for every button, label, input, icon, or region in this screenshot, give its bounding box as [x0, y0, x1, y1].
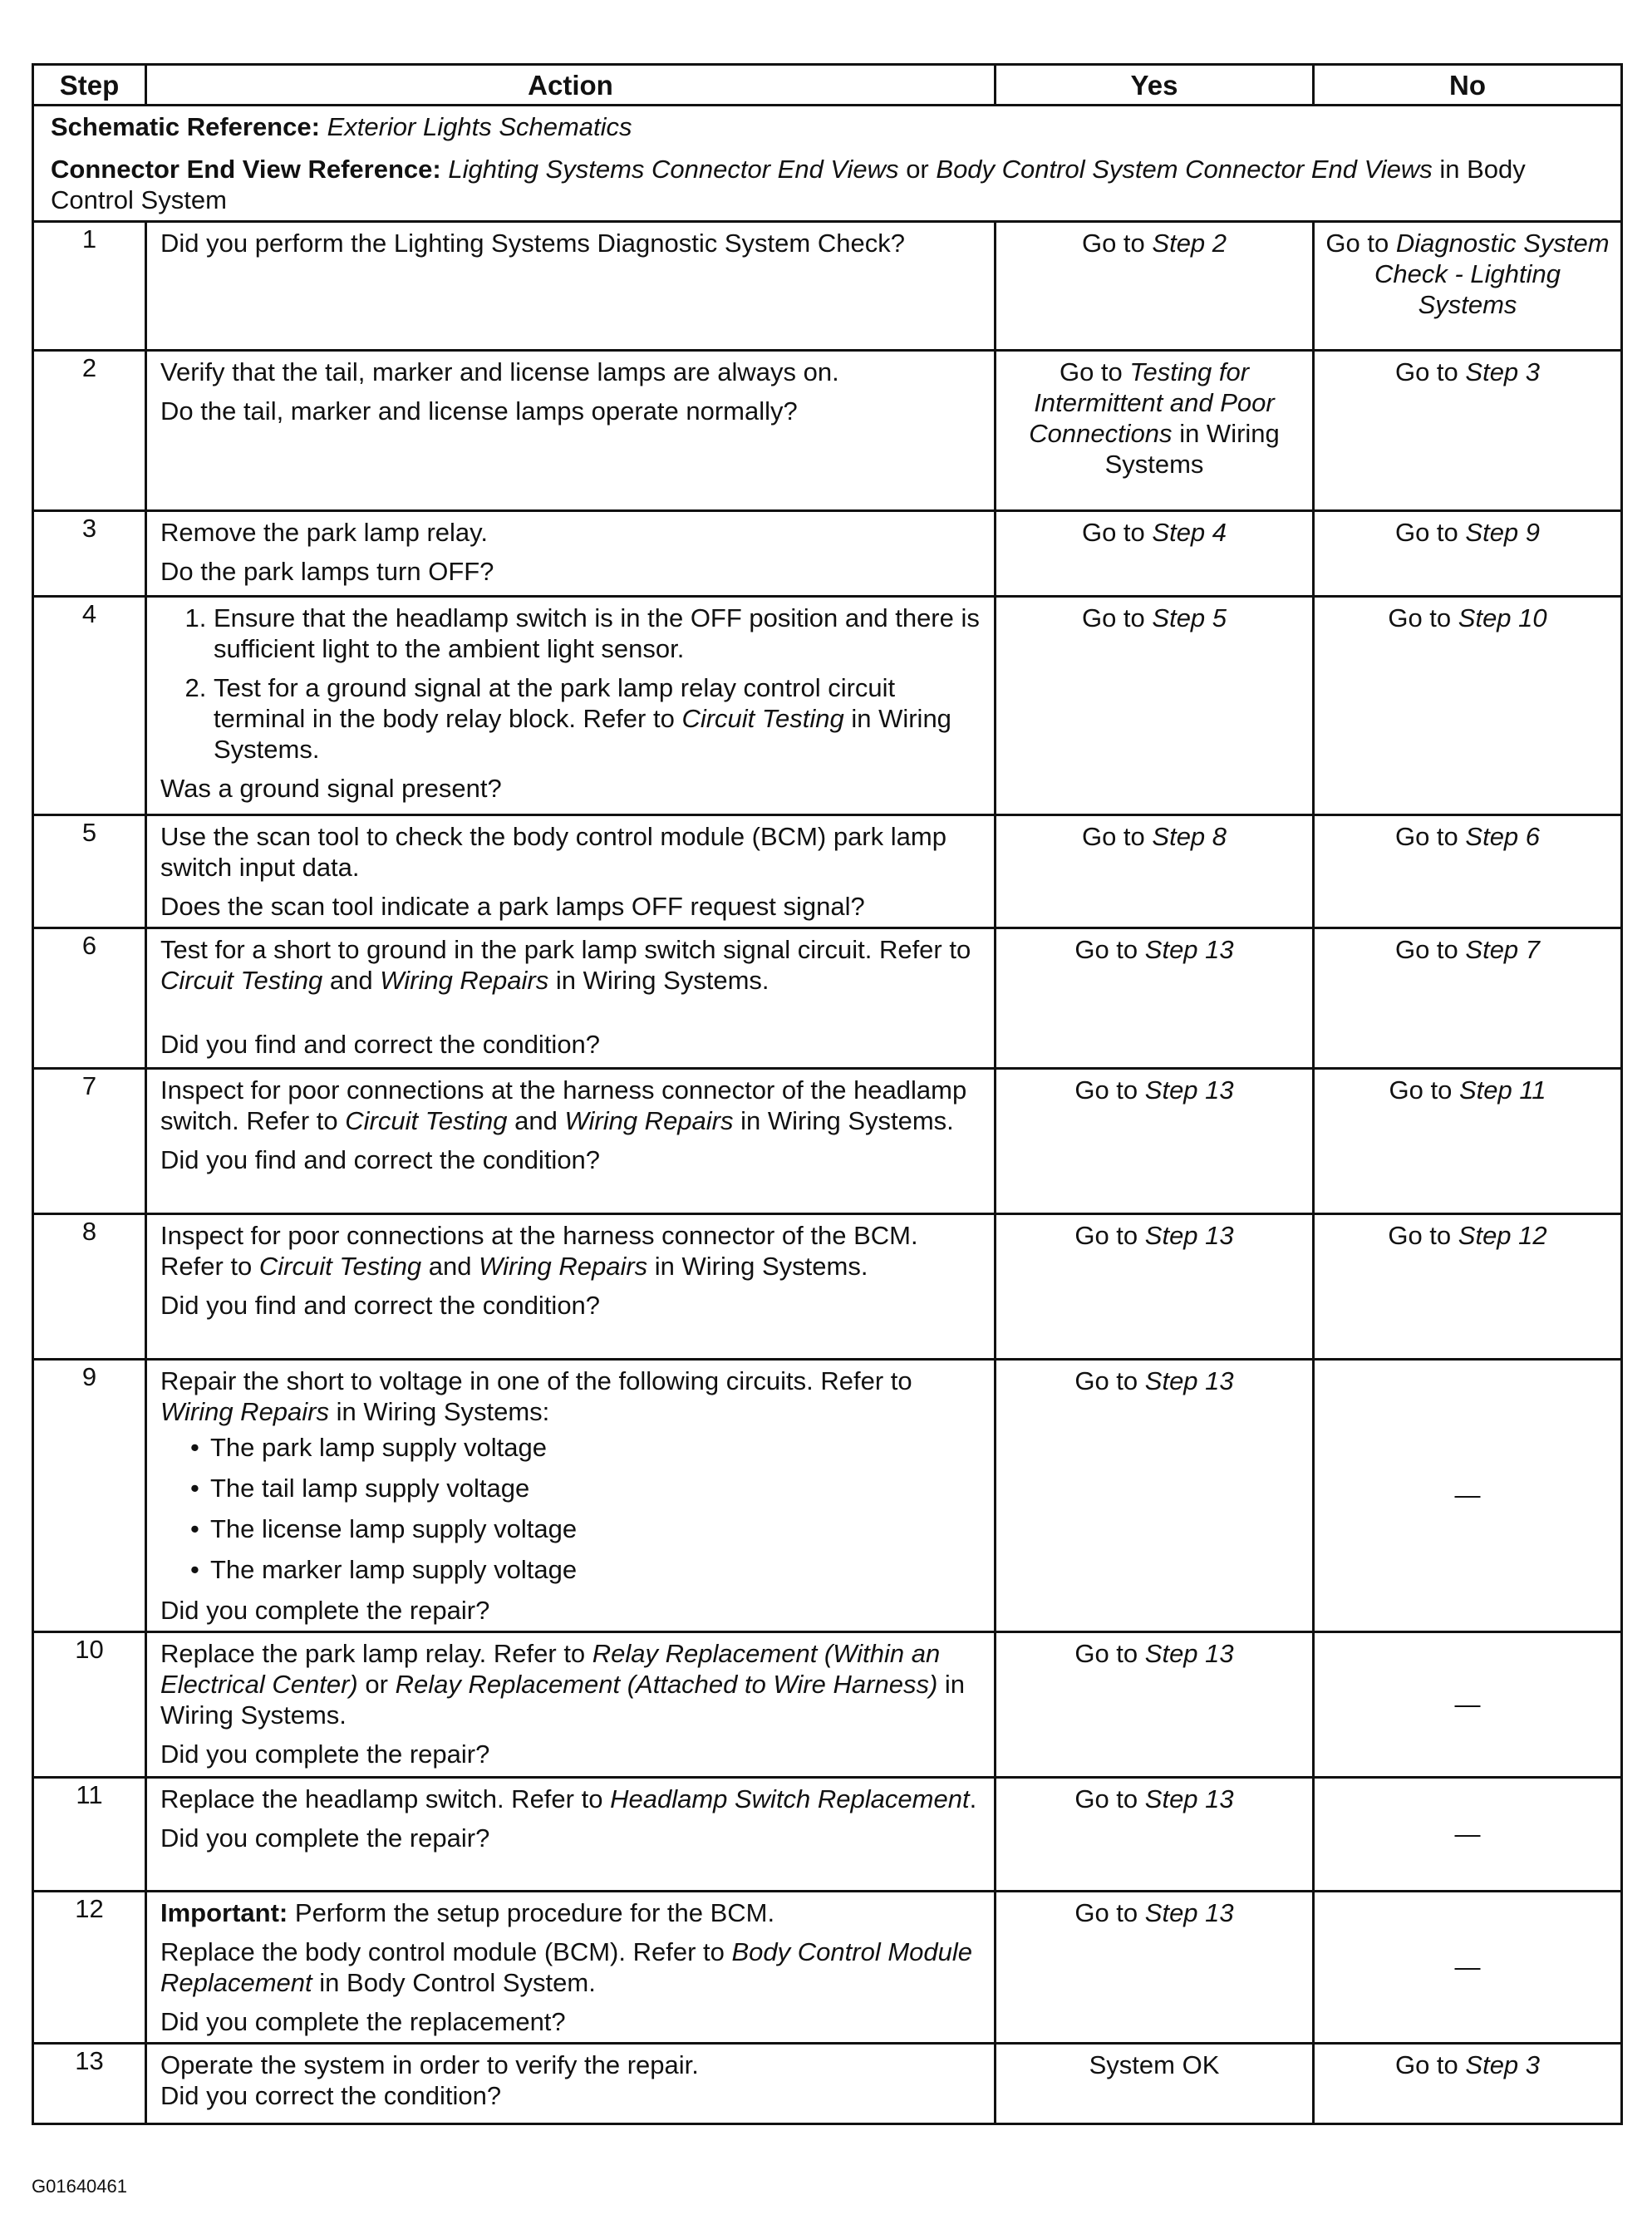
no-dash: —	[1454, 1951, 1481, 1981]
no-cell	[1314, 2044, 1622, 2124]
schematic-ref-label: Schematic Reference:	[51, 112, 320, 141]
list-item: • The license lamp supply voltage	[210, 1513, 984, 1544]
step-number: 12	[33, 1892, 146, 2044]
yes-cell	[996, 1778, 1314, 1892]
action-question: Did you find and correct the condition?	[160, 1030, 601, 1059]
yes-link[interactable]: Step 13	[1144, 1221, 1234, 1250]
yes-link[interactable]: Step 4	[1152, 518, 1227, 547]
action-question: Did you find and correct the condition?	[160, 1291, 601, 1320]
circuit-testing-link[interactable]: Circuit Testing	[345, 1106, 508, 1135]
diagnostic-table-page	[32, 63, 1620, 2125]
yes-prefix: Go to	[1081, 822, 1145, 851]
list-item: • The marker lamp supply voltage	[210, 1554, 984, 1585]
header-yes: Yes	[996, 65, 1314, 106]
step-number: 8	[33, 1214, 146, 1360]
yes-cell	[996, 351, 1314, 511]
circuit-testing-link[interactable]: Circuit Testing	[258, 1252, 422, 1281]
no-link[interactable]: Step 9	[1465, 518, 1541, 547]
no-dash: —	[1454, 1818, 1481, 1848]
step-number: 10	[33, 1632, 146, 1778]
yes-prefix: Go to	[1081, 603, 1145, 632]
action-text: Inspect for poor connections at the harness connector of the BCM. Refer to Circuit Testing and Wiring Repairs in Wiring Systems.	[160, 1221, 918, 1281]
system-ok-text: System OK	[1089, 2050, 1220, 2079]
important-label: Important:	[160, 1898, 288, 1927]
yes-link[interactable]: Step 13	[1144, 935, 1234, 964]
no-cell	[1314, 1069, 1622, 1214]
yes-link[interactable]: Step 5	[1152, 603, 1227, 632]
yes-cell	[996, 1360, 1314, 1632]
yes-suffix: in Wiring Systems	[1104, 419, 1280, 479]
list-item: 1. Ensure that the headlamp switch is in the OFF position and there is sufficient light to the ambient light sensor.	[214, 603, 984, 664]
yes-cell	[996, 511, 1314, 597]
action-question: Did you complete the repair?	[160, 1823, 490, 1853]
bcm-replacement-link[interactable]: Body Control Module Replacement	[160, 1937, 972, 1997]
step-action	[146, 1360, 996, 1632]
no-prefix: Go to	[1394, 2050, 1458, 2079]
no-dash: —	[1454, 1480, 1481, 1509]
action-text: Use the scan tool to check the body control module (BCM) park lamp switch input data.	[160, 822, 946, 882]
table-row-step-2	[33, 351, 1622, 511]
important-note: Important: Perform the setup procedure for the BCM.	[160, 1898, 775, 1927]
yes-prefix: Go to	[1074, 1366, 1138, 1395]
step-number: 3	[33, 511, 146, 597]
no-cell	[1314, 815, 1622, 928]
step-number: 4	[33, 597, 146, 815]
yes-link[interactable]: Step 13	[1144, 1366, 1234, 1395]
yes-cell	[996, 2044, 1314, 2124]
action-text: Remove the park lamp relay.	[160, 518, 488, 547]
yes-link[interactable]: Testing for Intermittent and Poor Connections	[1029, 357, 1275, 448]
step-number: 9	[33, 1360, 146, 1632]
yes-cell	[996, 815, 1314, 928]
no-prefix: Go to	[1388, 1221, 1452, 1250]
action-text: Verify that the tail, marker and license lamps are always on.	[160, 357, 839, 386]
action-question: Did you complete the repair?	[160, 1740, 490, 1769]
circuit-testing-link[interactable]: Circuit Testing	[681, 704, 844, 733]
step-action	[146, 1214, 996, 1360]
step-action	[146, 2044, 996, 2124]
list-item: • The tail lamp supply voltage	[210, 1473, 984, 1503]
yes-cell	[996, 597, 1314, 815]
no-link[interactable]: Step 7	[1465, 935, 1541, 964]
action-question: Did you complete the replacement?	[160, 2007, 566, 2036]
connector-ref-link-1[interactable]: Lighting Systems Connector End Views	[448, 155, 899, 184]
no-prefix: Go to	[1394, 822, 1458, 851]
action-question: Did you correct the condition?	[160, 2081, 502, 2110]
yes-link[interactable]: Step 13	[1144, 1784, 1234, 1813]
no-cell	[1314, 1632, 1622, 1778]
no-cell	[1314, 1892, 1622, 2044]
table-row-step-1	[33, 222, 1622, 351]
step-action	[146, 597, 996, 815]
yes-cell	[996, 1069, 1314, 1214]
action-question: Was a ground signal present?	[160, 774, 502, 803]
step-number: 13	[33, 2044, 146, 2124]
step-action	[146, 222, 996, 351]
action-text: Did you perform the Lighting Systems Diagnostic System Check?	[160, 229, 905, 258]
table-row-step-12	[33, 1892, 1622, 2044]
table-row-step-11	[33, 1778, 1622, 1892]
no-link[interactable]: Step 12	[1458, 1221, 1547, 1250]
wiring-repairs-link[interactable]: Wiring Repairs	[160, 1397, 329, 1426]
action-question: Does the scan tool indicate a park lamps OFF request signal?	[160, 892, 865, 921]
schematic-ref-link[interactable]: Exterior Lights Schematics	[327, 112, 632, 141]
table-row-step-9	[33, 1360, 1622, 1632]
no-prefix: Go to	[1394, 357, 1458, 386]
header-step: Step	[33, 65, 146, 106]
no-cell	[1314, 222, 1622, 351]
no-prefix: Go to	[1389, 1075, 1453, 1105]
table-row-step-4	[33, 597, 1622, 815]
table-row-step-13	[33, 2044, 1622, 2124]
no-prefix: Go to	[1388, 603, 1452, 632]
yes-link[interactable]: Step 8	[1152, 822, 1227, 851]
yes-prefix: Go to	[1074, 1075, 1138, 1105]
step-action	[146, 1069, 996, 1214]
yes-prefix: Go to	[1081, 518, 1145, 547]
action-text: Replace the headlamp switch. Refer to Headlamp Switch Replacement.	[160, 1784, 977, 1813]
diagnostic-table	[32, 63, 1623, 2125]
no-dash: —	[1454, 1689, 1481, 1719]
no-link[interactable]: Step 3	[1465, 2050, 1541, 2079]
connector-ref-suffix: in Body Control System	[51, 155, 1526, 214]
no-cell	[1314, 511, 1622, 597]
step-action	[146, 1632, 996, 1778]
wiring-repairs-link[interactable]: Wiring Repairs	[564, 1106, 734, 1135]
yes-prefix: Go to	[1059, 357, 1123, 386]
step-action	[146, 815, 996, 928]
action-question: Did you complete the repair?	[160, 1596, 490, 1625]
no-link[interactable]: Diagnostic System Check - Lighting Systems	[1374, 229, 1610, 319]
step-action	[146, 1892, 996, 2044]
no-cell	[1314, 1778, 1622, 1892]
step-action	[146, 1778, 996, 1892]
action-question: Do the tail, marker and license lamps operate normally?	[160, 396, 798, 426]
action-text: Replace the body control module (BCM). Refer to Body Control Module Replacement in Body Control System.	[160, 1937, 972, 1997]
table-header-row	[33, 65, 1622, 106]
yes-cell	[996, 1632, 1314, 1778]
no-cell	[1314, 928, 1622, 1069]
yes-prefix: Go to	[1074, 935, 1138, 964]
no-link[interactable]: Step 11	[1458, 1075, 1546, 1105]
list-item: • The park lamp supply voltage	[210, 1432, 984, 1463]
step-number: 2	[33, 351, 146, 511]
no-link[interactable]: Step 6	[1465, 822, 1541, 851]
no-cell	[1314, 351, 1622, 511]
yes-link[interactable]: Step 13	[1144, 1075, 1234, 1105]
yes-cell	[996, 928, 1314, 1069]
no-link[interactable]: Step 10	[1458, 603, 1547, 632]
yes-prefix: Go to	[1074, 1639, 1138, 1668]
yes-link[interactable]: Step 13	[1144, 1898, 1234, 1927]
step-action	[146, 511, 996, 597]
action-text: Test for a short to ground in the park lamp switch signal circuit. Refer to Circuit Testing and Wiring Repairs in Wiring Systems.	[160, 935, 971, 995]
header-no: No	[1314, 65, 1622, 106]
no-link[interactable]: Step 3	[1465, 357, 1541, 386]
reference-row	[33, 106, 1622, 222]
no-cell	[1314, 597, 1622, 815]
yes-cell	[996, 1214, 1314, 1360]
header-action: Action	[146, 65, 996, 106]
step-number: 1	[33, 222, 146, 351]
yes-prefix: Go to	[1074, 1221, 1138, 1250]
figure-id: G01640461	[32, 2176, 127, 2197]
wiring-repairs-link[interactable]: Wiring Repairs	[380, 966, 549, 995]
step-number: 7	[33, 1069, 146, 1214]
table-row-step-8	[33, 1214, 1622, 1360]
action-question: Do the park lamps turn OFF?	[160, 557, 494, 586]
circuit-testing-link[interactable]: Circuit Testing	[160, 966, 323, 995]
table-row-step-6	[33, 928, 1622, 1069]
yes-prefix: Go to	[1074, 1898, 1138, 1927]
no-prefix: Go to	[1394, 518, 1458, 547]
table-row-step-7	[33, 1069, 1622, 1214]
yes-prefix: Go to	[1081, 229, 1145, 258]
action-question: Did you find and correct the condition?	[160, 1145, 601, 1174]
step-action	[146, 928, 996, 1069]
table-row-step-10	[33, 1632, 1622, 1778]
list-item: 2. Test for a ground signal at the park lamp relay control circuit terminal in the body relay block. Refer to Circuit Testing in Wiring Systems.	[214, 672, 984, 765]
action-text: Operate the system in order to verify the repair.	[160, 2050, 699, 2079]
no-prefix: Go to	[1325, 229, 1389, 258]
yes-link[interactable]: Step 2	[1152, 229, 1227, 258]
yes-link[interactable]: Step 13	[1144, 1639, 1234, 1668]
step-number: 6	[33, 928, 146, 1069]
table-row-step-5	[33, 815, 1622, 928]
step-action	[146, 351, 996, 511]
no-cell	[1314, 1360, 1622, 1632]
step-number: 5	[33, 815, 146, 928]
relay-replacement-link-2[interactable]: Relay Replacement (Attached to Wire Harness)	[395, 1670, 938, 1699]
step-number: 11	[33, 1778, 146, 1892]
headlamp-switch-replacement-link[interactable]: Headlamp Switch Replacement	[610, 1784, 970, 1813]
action-text: Replace the park lamp relay. Refer to Relay Replacement (Within an Electrical Center) or Relay Replacement (Attached to Wire Harness) in Wiring Systems.	[160, 1639, 966, 1730]
wiring-repairs-link[interactable]: Wiring Repairs	[479, 1252, 648, 1281]
action-text: Inspect for poor connections at the harness connector of the headlamp switch. Refer to Circuit Testing and Wiring Repairs in Wiring Systems.	[160, 1075, 967, 1135]
yes-cell	[996, 1892, 1314, 2044]
table-row-step-3	[33, 511, 1622, 597]
numbered-list	[160, 603, 984, 765]
connector-ref-link-2[interactable]: Body Control System Connector End Views	[936, 155, 1433, 184]
no-cell	[1314, 1214, 1622, 1360]
action-text: Repair the short to voltage in one of the following circuits. Refer to Wiring Repairs in Wiring Systems:	[160, 1366, 912, 1426]
yes-prefix: Go to	[1074, 1784, 1138, 1813]
connector-ref-or: or	[906, 155, 929, 184]
reference-cell	[33, 106, 1622, 222]
yes-cell	[996, 222, 1314, 351]
bullet-list	[160, 1432, 984, 1585]
relay-replacement-link-1[interactable]: Relay Replacement (Within an Electrical Center)	[160, 1639, 941, 1699]
no-prefix: Go to	[1394, 935, 1458, 964]
connector-ref-label: Connector End View Reference:	[51, 155, 441, 184]
